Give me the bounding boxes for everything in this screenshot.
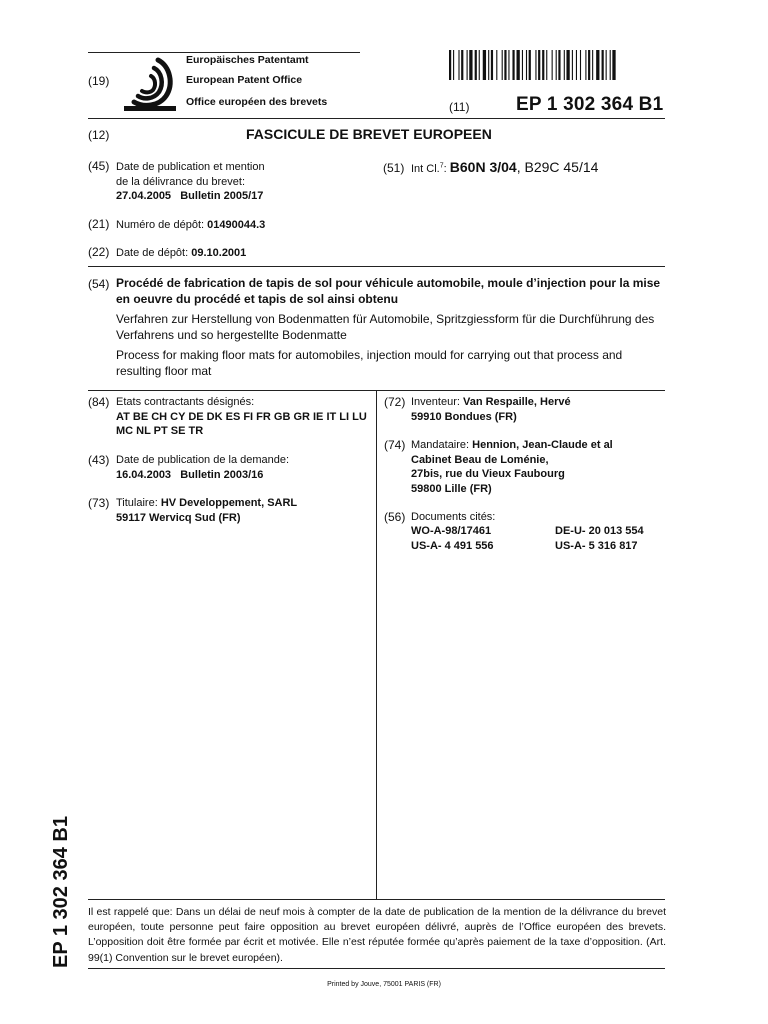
notice-top-rule — [88, 899, 665, 900]
field-45-bulletin: Bulletin 2005/17 — [180, 190, 264, 203]
cited-document-1: WO-A-98/17461 — [411, 525, 492, 537]
field-21-number: (21) — [88, 217, 110, 231]
field-84-label: Etats contractants désignés: — [116, 396, 255, 408]
field-45-label-1: Date de publication et mention — [116, 161, 265, 173]
field-19-number: (19) — [88, 74, 110, 88]
field-11-number: (11) — [449, 100, 470, 114]
publication-number: EP 1 302 364 B1 — [516, 94, 664, 115]
field-73-label: Titulaire: — [116, 497, 158, 509]
document-title: FASCICULE DE BREVET EUROPEEN — [246, 126, 492, 142]
field-73-number: (73) — [88, 496, 110, 510]
field-51-main-class: B60N 3/04 — [449, 159, 517, 175]
column-divider — [376, 390, 377, 899]
office-name-en: European Patent Office — [186, 74, 303, 86]
office-name-de: Europäisches Patentamt — [186, 54, 309, 66]
barcode-icon — [449, 50, 664, 80]
field-74-line-3: 27bis, rue du Vieux Faubourg — [411, 468, 565, 481]
field-21-value: 01490044.3 — [207, 219, 266, 231]
field-72-name: Van Respaille, Hervé — [462, 396, 571, 408]
field-74-line-4: 59800 Lille (FR) — [411, 482, 492, 495]
cited-document-4: US-A- 5 316 817 — [555, 540, 638, 552]
office-name-fr: Office européen des brevets — [186, 96, 328, 108]
field-51-classification — [411, 158, 598, 177]
notice-bottom-rule — [88, 968, 665, 969]
field-74-line-2: Cabinet Beau de Loménie, — [411, 453, 549, 466]
field-21-filing-number — [116, 218, 265, 233]
field-43-number: (43) — [88, 453, 110, 467]
field-22-filing-date — [116, 246, 246, 261]
field-56-label: Documents cités: — [411, 511, 496, 523]
field-56-cited-documents — [411, 510, 671, 525]
field-72-number: (72) — [384, 395, 406, 409]
field-73-proprietor — [116, 496, 376, 525]
invention-title-en: Process for making floor mats for automobiles, injection mould for carrying out that process and resulting floor mat — [116, 348, 623, 378]
field-43-bulletin: Bulletin 2003/16 — [180, 468, 264, 481]
field-51-label: Int Cl. — [411, 163, 440, 175]
cited-document-3: US-A- 4 491 556 — [411, 540, 494, 552]
side-publication-number: EP 1 302 364 B1 — [50, 816, 72, 968]
cited-document-2: DE-U- 20 013 554 — [555, 525, 644, 537]
field-84-line-1: AT BE CH CY DE DK ES FI FR GB GR IE IT LI LU — [116, 410, 367, 423]
field-74-label: Mandataire: — [411, 439, 470, 451]
invention-title-fr: Procédé de fabrication de tapis de sol pour véhicule automobile, moule d’injection pour la mise en oeuvre du procédé et tapis de sol ainsi obtenu — [116, 276, 661, 306]
field-72-address: 59910 Bondues (FR) — [411, 410, 517, 423]
printer-credit: Printed by Jouve, 75001 PARIS (FR) — [327, 981, 441, 988]
header-top-rule — [88, 52, 360, 53]
epo-logo-icon — [122, 52, 180, 112]
field-73-name: HV Developpement, SARL — [160, 497, 298, 509]
field-45-label-2: de la délivrance du brevet: — [116, 175, 246, 188]
field-74-number: (74) — [384, 438, 406, 452]
field-84-line-2: MC NL PT SE TR — [116, 425, 204, 438]
header-bottom-rule — [88, 118, 665, 119]
field-51-colon: : — [443, 163, 447, 175]
opposition-notice: Il est rappelé que: Dans un délai de neuf mois à compter de la date de publication de la mention de la délivrance du brevet européen, toute personne peut faire opposition au brevet européen délivré, auprès de l’Office européen des brevets. L’opposition doit être formée par écrit et motivée. Elle n’est réputée formée qu’après paiement de la taxe d’opposition. (Art. 99(1) Convention sur le brevet européen). — [88, 906, 666, 964]
field-22-value: 09.10.2001 — [191, 247, 247, 259]
field-51-other-class: , B29C 45/14 — [516, 159, 599, 175]
invention-title-de: Verfahren zur Herstellung von Bodenmatten für Automobile, Spritzgiessform für die Durchführung des Verfahrens und so hergestellte Bodenmatte — [116, 312, 655, 342]
field-45-number: (45) — [88, 159, 110, 173]
field-56-number: (56) — [384, 510, 406, 524]
field-45-publication — [116, 160, 346, 204]
field-72-inventor — [411, 395, 671, 424]
field-74-line-1: Hennion, Jean-Claude et al — [472, 439, 613, 451]
field-84-states — [116, 395, 376, 439]
title-top-rule — [88, 266, 665, 267]
field-51-sup: 7 — [439, 162, 444, 170]
field-84-number: (84) — [88, 395, 110, 409]
field-73-address: 59117 Wervicq Sud (FR) — [116, 511, 241, 524]
field-22-number: (22) — [88, 245, 110, 259]
field-51-number: (51) — [383, 161, 405, 175]
field-72-label: Inventeur: — [411, 396, 460, 408]
field-54-number: (54) — [88, 277, 110, 291]
field-22-label: Date de dépôt: — [116, 247, 189, 259]
field-21-label: Numéro de dépôt: — [116, 219, 205, 231]
field-43-date: 16.04.2003 — [116, 468, 172, 481]
field-45-date: 27.04.2005 — [116, 190, 172, 203]
field-12-number: (12) — [88, 128, 110, 142]
field-43-label: Date de publication de la demande: — [116, 454, 290, 466]
field-74-representative — [411, 438, 671, 496]
field-43-application-publication — [116, 453, 376, 482]
